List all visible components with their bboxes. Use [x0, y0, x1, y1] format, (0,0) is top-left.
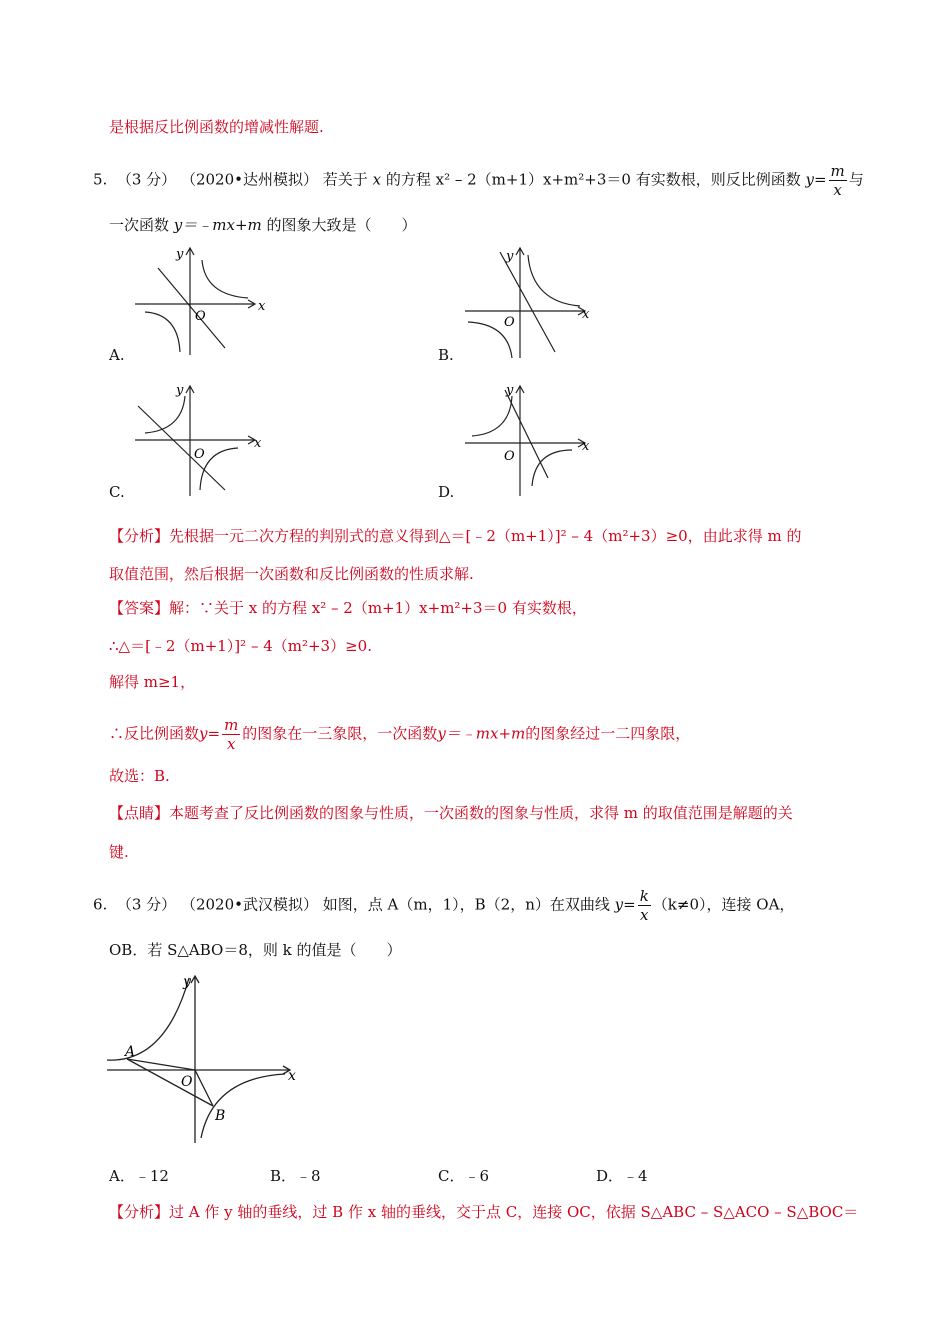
q5-score: （3 分）: [116, 170, 177, 189]
q5-answer-line-2: ∴△＝[﹣2（m+1）]² – 4（m²+3）≥0.: [109, 637, 372, 655]
svg-text:O: O: [504, 315, 515, 330]
q5-option-b[interactable]: B.: [438, 346, 454, 364]
svg-text:x: x: [582, 307, 590, 322]
previous-answer-tail: 是根据反比例函数的增减性解题.: [109, 118, 324, 136]
origin-label: O: [181, 1074, 193, 1090]
hyperbola-branch-q4: [201, 1074, 285, 1138]
y-label: y: [176, 247, 184, 262]
q5-equation: x² – 2（m+1）x+m²+3＝0: [435, 170, 631, 189]
y-label: y: [183, 974, 191, 990]
q5-comment-line-2: 键.: [109, 843, 129, 861]
q6-option-a[interactable]: A．﹣12: [109, 1167, 169, 1185]
svg-text:y: y: [506, 383, 514, 398]
hyperbola-branch-q1: [202, 260, 248, 298]
svg-text:O: O: [194, 447, 205, 462]
q5-graph-a: [130, 240, 270, 360]
q6-option-c[interactable]: C．﹣6: [438, 1167, 490, 1185]
q6-figure: [105, 968, 305, 1148]
analysis-tag: 【分析】: [109, 527, 170, 545]
point-a-label: A: [125, 1044, 136, 1060]
x-label: x: [258, 299, 266, 314]
q5-fraction-m-over-x: $\frac{m}{x}$: [830, 162, 845, 199]
q5-answer-line-1: 【答案】解：∵关于 x 的方程 x² – 2（m+1）x+m²+3＝0 有实数根，: [109, 599, 587, 617]
answer-tag: 【答案】: [109, 599, 170, 617]
q6-source: （2020•武汉模拟）: [180, 895, 318, 914]
q5-graph-d: [460, 378, 600, 498]
q6-stem-line-1: 6. （3 分） （2020•武汉模拟） 如图，点 A（m，1），B（2，n）在双曲线 y= $\frac{k}{x}$ （k≠0），连接 OA，: [93, 887, 795, 924]
svg-text:y: y: [176, 383, 184, 398]
q6-fraction-k-over-x: $\frac{k}{x}$: [639, 887, 649, 924]
q6-stem-line-2: OB．若 S△ABO＝8，则 k 的值是（ ）: [109, 941, 402, 959]
svg-text:y: y: [506, 249, 514, 264]
line-graph: [158, 268, 225, 348]
q5-graph-b: [460, 240, 600, 360]
q6-option-b[interactable]: B．﹣8: [270, 1167, 321, 1185]
svg-text:O: O: [504, 449, 515, 464]
comment-tag: 【点睛】: [109, 804, 170, 822]
hyperbola-branch-q3: [145, 312, 180, 352]
q5-option-a[interactable]: A.: [109, 346, 125, 364]
q5-answer-line-4: ∴反比例函数y= $\frac{m}{x}$ 的图象在一三象限，一次函数y＝﹣mx+m的图象经过一二四象限，: [109, 716, 691, 753]
svg-text:x: x: [582, 439, 590, 454]
q5-option-c[interactable]: C.: [109, 483, 125, 501]
q6-analysis-line-1: 【分析】过 A 作 y 轴的垂线，过 B 作 x 轴的垂线，交于点 C，连接 OC，依据 S△ABC – S△ACO – S△BOC＝: [109, 1203, 859, 1221]
analysis-tag: 【分析】: [109, 1203, 170, 1221]
q5-number: 5.: [93, 170, 108, 189]
q5-comment-line-1: 【点睛】本题考查了反比例函数的图象与性质，一次函数的图象与性质，求得 m 的取值范围是解题的关: [109, 804, 793, 822]
origin-label: O: [195, 309, 206, 324]
q5-stem-line-2: 一次函数 y＝﹣mx+m 的图象大致是（ ）: [109, 216, 417, 234]
q5-answer-line-3: 解得 m≥1，: [109, 673, 196, 691]
hyperbola-branch-q2: [107, 978, 189, 1060]
point-b-label: B: [215, 1108, 226, 1124]
q5-analysis-line-1: 【分析】先根据一元二次方程的判别式的意义得到△＝[﹣2（m+1）]² – 4（m²+3）≥0，由此求得 m 的: [109, 527, 802, 545]
q5-stem-line-1: 5. （3 分） （2020•达州模拟） 若关于 x 的方程 x² – 2（m+1）x+m²+3＝0 有实数根，则反比例函数 y= $\frac{m}{x}$ 与: [93, 162, 864, 199]
q5-answer-line-5: 故选：B.: [109, 767, 170, 785]
q6-option-d[interactable]: D．﹣4: [596, 1167, 648, 1185]
q5-option-d[interactable]: D.: [438, 483, 455, 501]
q5-answer-fraction: $\frac{m}{x}$: [224, 716, 239, 753]
svg-text:x: x: [254, 436, 262, 451]
x-label: x: [288, 1068, 296, 1084]
q5-analysis-line-2: 取值范围，然后根据一次函数和反比例函数的性质求解.: [109, 565, 474, 583]
q5-graph-c: [130, 378, 270, 498]
q6-score: （3 分）: [116, 895, 177, 914]
q6-number: 6.: [93, 895, 108, 914]
q5-source: （2020•达州模拟）: [180, 170, 318, 189]
